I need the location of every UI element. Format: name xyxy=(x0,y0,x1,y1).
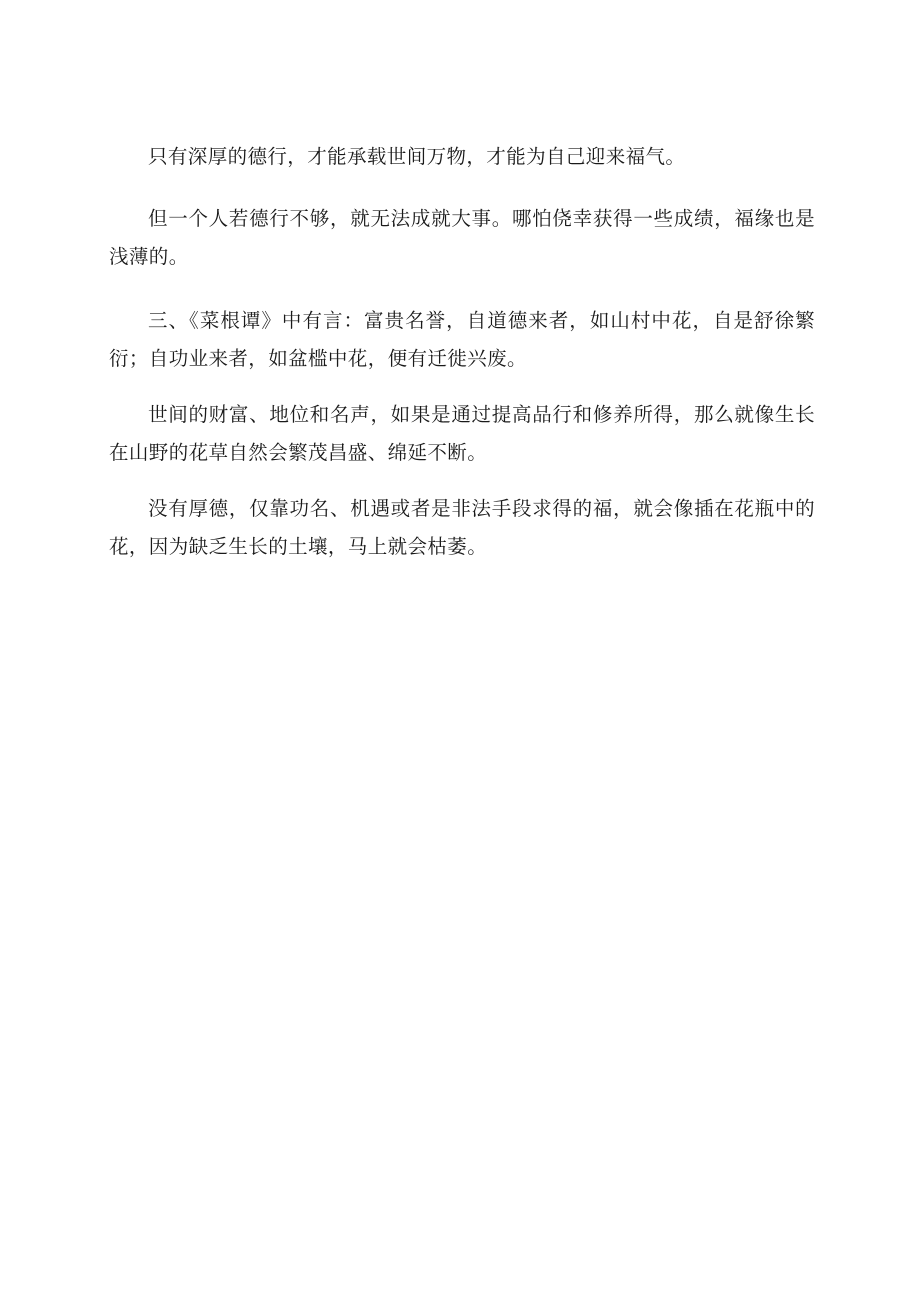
paragraph-virtue-bears-all: 只有深厚的德行，才能承载世间万物，才能为自己迎来福气。 xyxy=(148,145,686,168)
document-body xyxy=(109,138,815,566)
paragraph-vase-flower-metaphor: 没有厚德，仅靠功名、机遇或者是非法手段求得的福，就会像插在花瓶中的花，因为缺乏生长的土壤，马上就会枯萎。 xyxy=(109,497,815,558)
paragraph-insufficient-virtue: 但一个人若德行不够，就无法成就大事。哪怕侥幸获得一些成绩，福缘也是浅薄的。 xyxy=(109,207,815,268)
paragraph-caigentan-quote: 三、《菜根谭》中有言：富贵名誉，自道德来者，如山村中花，自是舒徐繁衍；自功业来者，如盆槛中花，便有迁徙兴废。 xyxy=(109,309,815,370)
paragraph-wealth-through-character: 世间的财富、地位和名声，如果是通过提高品行和修养所得，那么就像生长在山野的花草自然会繁茂昌盛、绵延不断。 xyxy=(109,403,815,464)
